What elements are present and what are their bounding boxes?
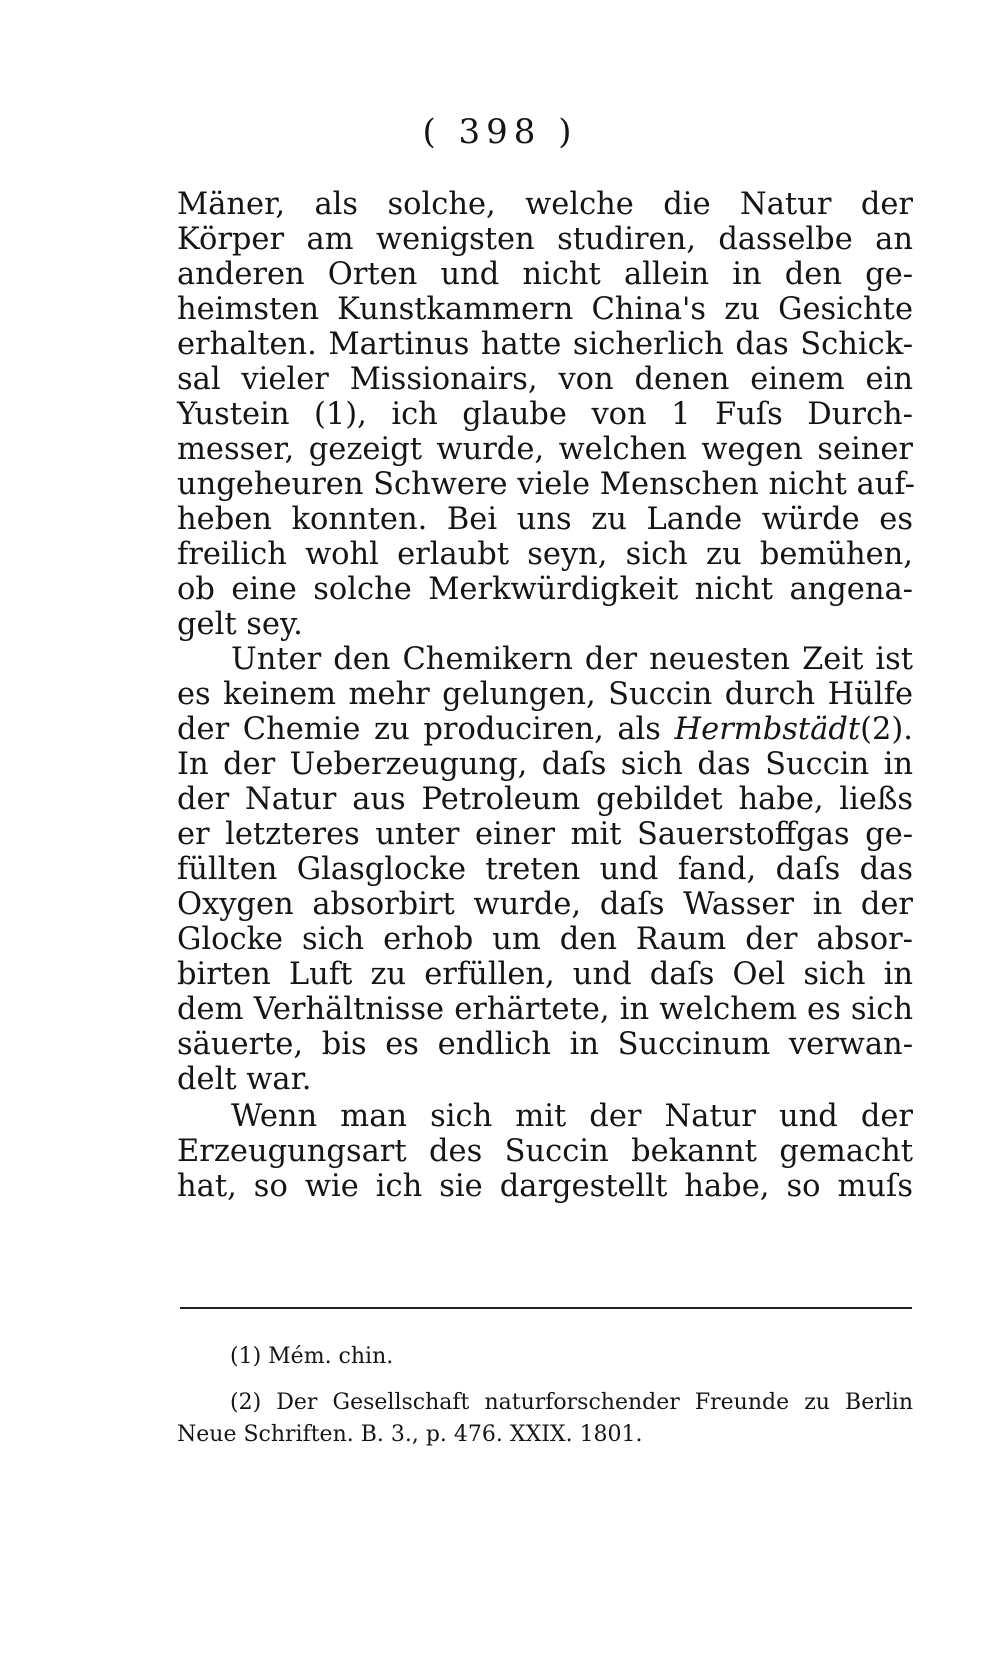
text-line: messer, gezeigt wurde, welchen wegen seiner bbox=[177, 432, 913, 467]
text-line: Erzeugungsart des Succin bekannt gemacht bbox=[177, 1134, 913, 1169]
footnote-2-line-2: Neue Schriften. B. 3., p. 476. XXIX. 1801. bbox=[177, 1422, 643, 1447]
text-line: füllten Glasglocke treten und fand, daſs das bbox=[177, 852, 913, 887]
text-line: birten Luft zu erfüllen, und daſs Oel sich in bbox=[177, 957, 913, 992]
text-line: freilich wohl erlaubt seyn, sich zu bemühen, bbox=[177, 537, 913, 572]
text-line: Unter den Chemikern der neuesten Zeit ist bbox=[231, 642, 913, 677]
text-line: delt war. bbox=[177, 1062, 312, 1097]
text-line: heben konnten. Bei uns zu Lande würde es bbox=[177, 502, 913, 537]
author-name: Hermbstädt bbox=[674, 712, 861, 747]
text-line: es keinem mehr gelungen, Succin durch Hülfe bbox=[177, 677, 913, 712]
text-line: er letzteres unter einer mit Sauerstoffgas ge- bbox=[177, 817, 913, 852]
text-line: säuerte, bis es endlich in Succinum verwan- bbox=[177, 1027, 913, 1062]
text-line: gelt sey. bbox=[177, 607, 303, 642]
text-line: Glocke sich erhob um den Raum der absor- bbox=[177, 922, 913, 957]
text-line: erhalten. Martinus hatte sicherlich das Schick- bbox=[177, 327, 913, 362]
text-line: ungeheuren Schwere viele Menschen nicht auf- bbox=[177, 467, 915, 502]
text-line: In der Ueberzeugung, daſs sich das Succin in bbox=[177, 747, 913, 782]
text-line: Wenn man sich mit der Natur und der bbox=[231, 1099, 913, 1134]
text-line: anderen Orten und nicht allein in den ge- bbox=[177, 257, 913, 292]
footnote-divider bbox=[180, 1307, 912, 1309]
text-line: hat, so wie ich sie dargestellt habe, so muſs bbox=[177, 1169, 913, 1204]
text-line-with-author bbox=[177, 711, 913, 749]
text-fragment: der Chemie zu produciren, als bbox=[177, 712, 661, 747]
page-number: ( 398 ) bbox=[422, 112, 578, 152]
text-line: Oxygen absorbirt wurde, daſs Wasser in der bbox=[177, 887, 913, 922]
text-line: Körper am wenigsten studiren, dasselbe an bbox=[177, 222, 913, 257]
text-line: sal vieler Missionairs, von denen einem ein bbox=[177, 362, 913, 397]
footnote-1: (1) Mém. chin. bbox=[230, 1344, 394, 1369]
text-line: heimsten Kunstkammern China's zu Gesichte bbox=[177, 292, 913, 327]
text-line: dem Verhältnisse erhärtete, in welchem es sich bbox=[177, 992, 913, 1027]
footnote-ref: (2). bbox=[860, 712, 913, 747]
text-line: der Natur aus Petroleum gebildet habe, ließs bbox=[177, 782, 913, 817]
text-line: Yustein (1), ich glaube von 1 Fuſs Durch- bbox=[177, 397, 913, 432]
text-line: ob eine solche Merkwürdigkeit nicht angena- bbox=[177, 572, 913, 607]
footnote-2-line-1: (2) Der Gesellschaft naturforschender Freunde zu Berlin bbox=[230, 1390, 913, 1415]
text-line: Mäner, als solche, welche die Natur der bbox=[177, 187, 913, 222]
